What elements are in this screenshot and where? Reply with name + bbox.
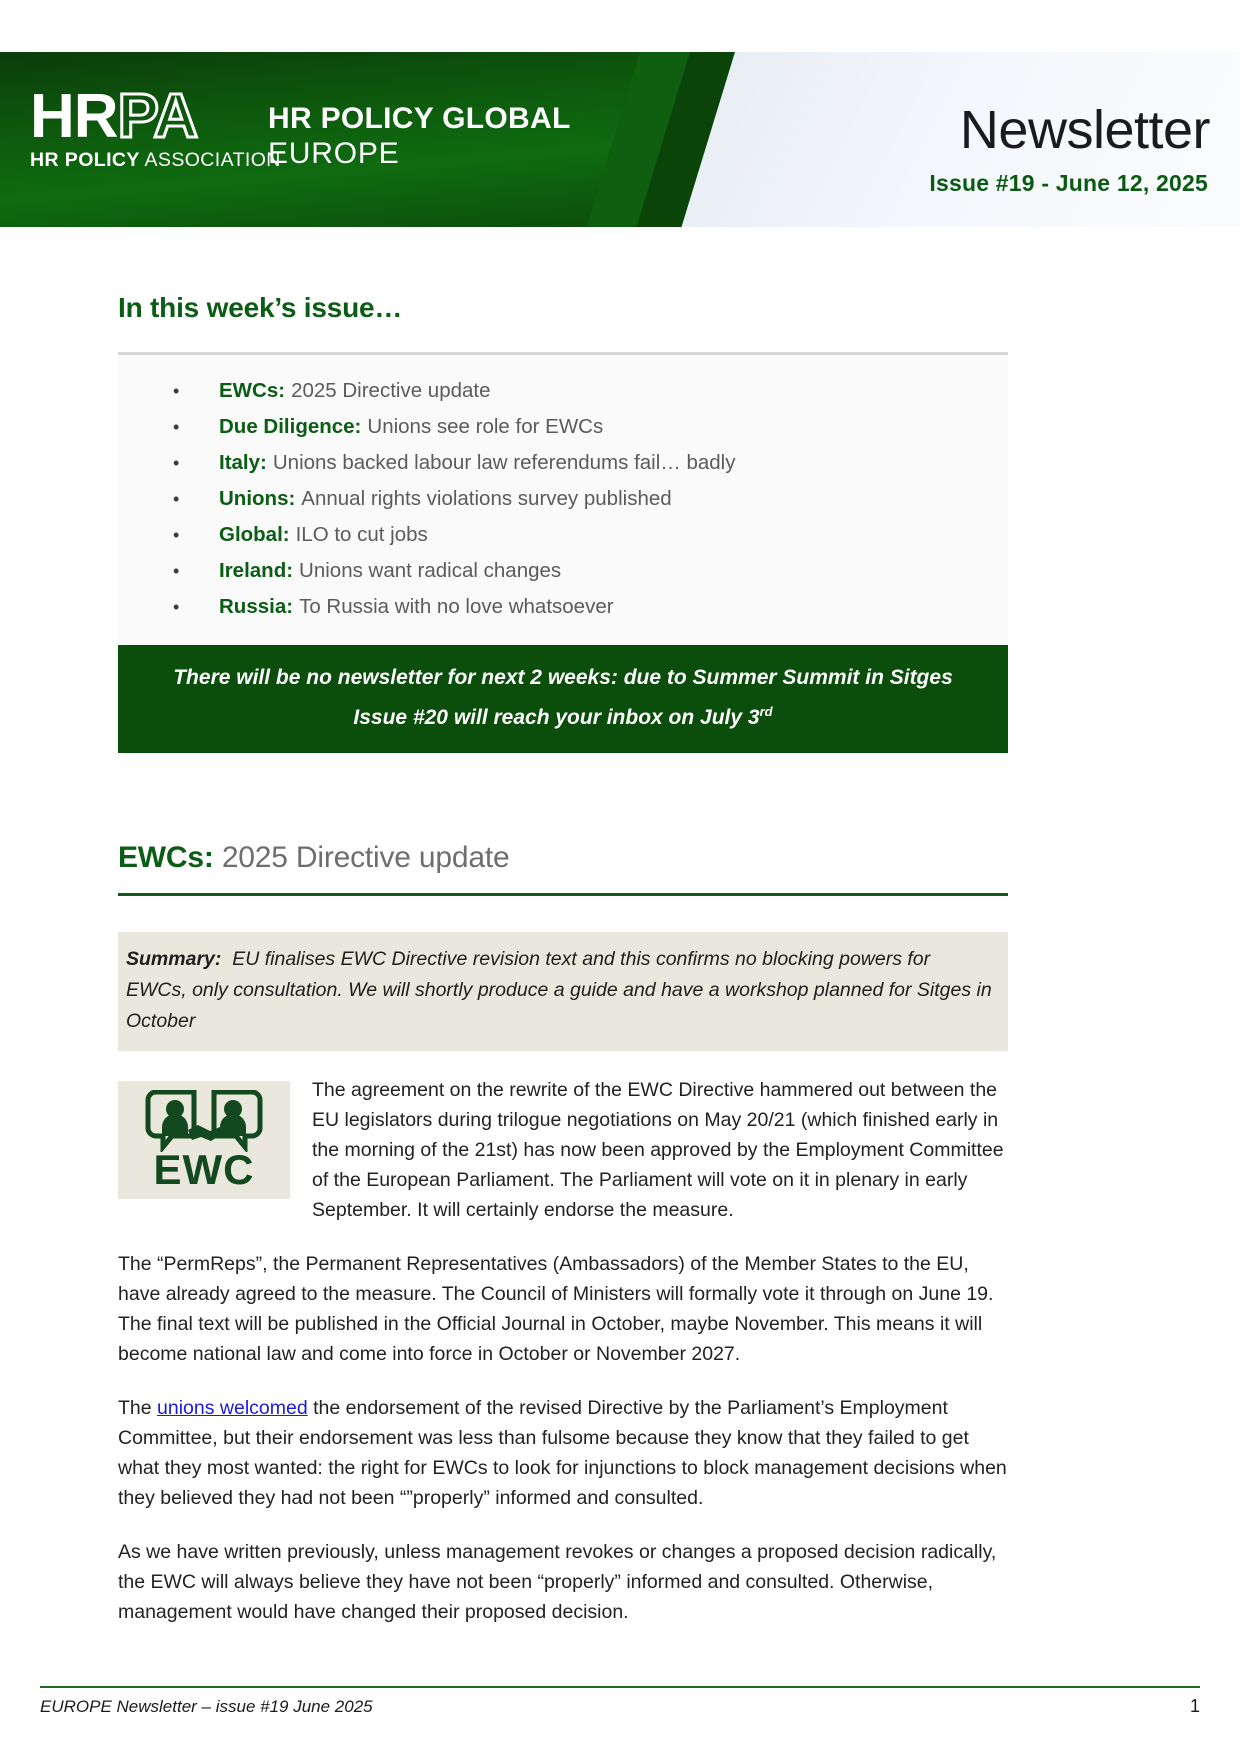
toc-item-text: Unions want radical changes: [299, 559, 562, 582]
article-heading-label: EWCs:: [118, 841, 214, 874]
announcement-line-2-text: Issue #20 will reach your inbox on July 3: [353, 706, 760, 729]
article-summary-label: Summary:: [126, 948, 222, 970]
toc-item[interactable]: [118, 481, 1008, 517]
toc-item[interactable]: [118, 553, 1008, 589]
bullet-icon: •: [173, 417, 180, 437]
toc-item[interactable]: [118, 409, 1008, 445]
ewc-logo-word: EWC: [153, 1146, 255, 1193]
brand-line-europe: EUROPE: [268, 137, 400, 170]
article-paragraph-3: [118, 1393, 1008, 1513]
bullet-icon: •: [173, 381, 180, 401]
toc-item[interactable]: [118, 373, 1008, 409]
article-heading-rule: [118, 893, 1008, 896]
bullet-icon: •: [173, 597, 180, 617]
bullet-icon: •: [173, 489, 180, 509]
hrpa-logo-mark: HRPA: [30, 82, 198, 151]
ordinal-suffix: rd: [759, 704, 773, 719]
toc-item-text: ILO to cut jobs: [295, 523, 428, 546]
footer-divider: [40, 1686, 1200, 1688]
toc-item-text: Unions backed labour law referendums fail… badly: [272, 451, 736, 474]
toc-item-text: Annual rights violations survey published: [301, 487, 672, 510]
page-header: [0, 52, 1240, 227]
toc-item-label: Italy:: [219, 451, 267, 474]
newsletter-issue-date: Issue #19 - June 12, 2025: [929, 170, 1208, 196]
unions-welcomed-link[interactable]: unions welcomed: [157, 1397, 308, 1419]
page-content: [0, 230, 1240, 1627]
hrpa-logo-subtitle-bold: HR POLICY: [30, 149, 140, 171]
toc-item[interactable]: [118, 589, 1008, 625]
bullet-icon: •: [173, 453, 180, 473]
footer-text: EUROPE Newsletter – issue #19 June 2025: [40, 1697, 373, 1716]
toc-item-label: Russia:: [219, 595, 294, 618]
newsletter-title: Newsletter: [959, 100, 1210, 160]
page-footer: [40, 1686, 1200, 1717]
toc-item-label: EWCs:: [219, 379, 286, 402]
toc-item[interactable]: [118, 445, 1008, 481]
toc-item-text: 2025 Directive update: [291, 379, 491, 402]
article-heading-text: 2025 Directive update: [221, 841, 510, 874]
footer-page-number: 1: [1189, 1696, 1200, 1716]
article-paragraph-4: As we have written previously, unless management revokes or changes a proposed decision radically, the EWC will always believe they have not been “properly” informed and consulted. Otherwise, management would have changed their proposed decision.: [118, 1541, 997, 1623]
brand-line-global: HR POLICY GLOBAL: [268, 102, 571, 135]
bullet-icon: •: [173, 525, 180, 545]
paragraph-3-suffix: the endorsement of the revised Directive by the Parliament’s Employment Committee, but their endorsement was less than fulsome because they know that they failed to get what they most wanted: the right for EWCs to look for injunctions to block management decisions when they believed they had not been “”properly” informed and consulted.: [118, 1397, 1007, 1509]
toc-list: [118, 352, 1008, 645]
article-paragraph-1-block: [118, 1075, 1008, 1225]
article-paragraph-2: The “PermReps”, the Permanent Representatives (Ambassadors) of the Member States to the EU, have already agreed to the measure. The Council of Ministers will formally vote it through on June 19. The final text will be published in the Official Journal in October, maybe November. This means it will become national law and come into force in October or November 2027.: [118, 1253, 994, 1365]
article-summary: [118, 932, 1008, 1051]
hrpa-logo-subtitle: [30, 149, 281, 172]
toc-item-text: To Russia with no love whatsoever: [299, 595, 614, 618]
toc-item-label: Due Diligence:: [219, 415, 362, 438]
toc-item[interactable]: [118, 517, 1008, 553]
toc-item-text: Unions see role for EWCs: [367, 415, 604, 438]
brand-title: [268, 102, 571, 172]
hrpa-logo-subtitle-light: ASSOCIATION: [139, 149, 281, 171]
article-summary-text: EU finalises EWC Directive revision text and this confirms no blocking powers for EWCs, only consultation. We will shortly produce a guide and have a workshop planned for Sitges in October: [126, 948, 992, 1032]
toc-item-label: Unions:: [219, 487, 296, 510]
hrpa-logo: [30, 82, 281, 172]
announcement-line-2: [158, 695, 968, 735]
article-heading: [118, 841, 1122, 875]
ewc-handshake-icon: [118, 1081, 290, 1199]
announcement-banner: [118, 645, 1008, 753]
announcement-line-1: There will be no newsletter for next 2 weeks: due to Summer Summit in Sitges: [173, 666, 953, 689]
bullet-icon: •: [173, 561, 180, 581]
toc-item-label: Ireland:: [219, 559, 294, 582]
toc-heading: In this week’s issue…: [118, 292, 403, 323]
ewc-handshake-glyph: [144, 1090, 264, 1152]
article-paragraph-1: The agreement on the rewrite of the EWC Directive hammered out between the EU legislators during trilogue negotiations on May 20/21 (which finished early in the morning of the 21st) has now been approved by the Employment Committee of the European Parliament. The Parliament will vote on it in plenary in early September. It will certainly endorse the measure.: [312, 1079, 1004, 1221]
paragraph-3-prefix: The: [118, 1397, 158, 1419]
toc-item-label: Global:: [219, 523, 290, 546]
